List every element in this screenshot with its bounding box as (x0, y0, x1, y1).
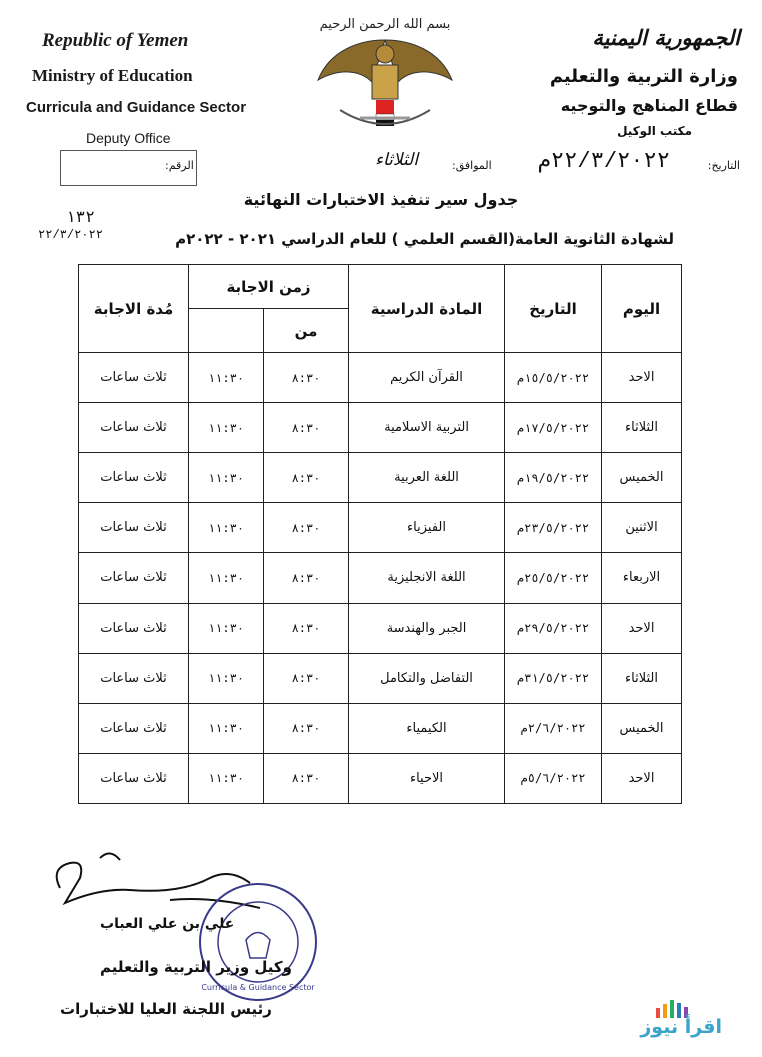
arabic-sector-name: قطاع المناهج والتوجيه (560, 96, 738, 115)
cell-day: الاثنين (602, 503, 682, 553)
cell-day: الاربعاء (602, 553, 682, 603)
arabic-office-name: مكتب الوكيل (617, 124, 692, 138)
yemen-emblem-icon (300, 10, 470, 146)
cell-duration: ثلاث ساعات (79, 703, 189, 753)
cell-subject: اللغة العربية (349, 453, 505, 503)
corresponding-label: الموافق: (452, 159, 492, 172)
cell-to: ١١:٣٠ (189, 553, 264, 603)
cell-day: الاحد (602, 753, 682, 803)
cell-from: ٨:٣٠ (264, 653, 349, 703)
cell-date: ٢٣/٥/٢٠٢٢م (505, 503, 602, 553)
table-row (79, 453, 682, 503)
cell-duration: ثلاث ساعات (79, 653, 189, 703)
cell-day: الثلاثاء (602, 403, 682, 453)
cell-subject: الجبر والهندسة (349, 603, 505, 653)
arabic-country-name: الجمهورية اليمنية (592, 26, 740, 50)
cell-duration: ثلاث ساعات (79, 503, 189, 553)
reference-date: ٢٢/٣/٢٠٢٢ (38, 228, 103, 242)
cell-to: ١١:٣٠ (189, 403, 264, 453)
cell-date: ٥/٦/٢٠٢٢م (505, 753, 602, 803)
cell-from: ٨:٣٠ (264, 603, 349, 653)
english-country-name: Republic of Yemen (42, 30, 189, 51)
emblem-basmala: بسم الله الرحمن الرحيم (319, 17, 451, 32)
date-value: ٢٢/٣/٢٠٢٢م (537, 149, 670, 174)
cell-subject: القرآن الكريم (349, 353, 505, 403)
schedule-rows (79, 353, 682, 804)
cell-to: ١١:٣٠ (189, 703, 264, 753)
cell-from: ٨:٣٠ (264, 453, 349, 503)
cell-day: الاحد (602, 353, 682, 403)
header-duration: مُدة الاجابة (79, 265, 189, 353)
cell-date: ٢٥/٥/٢٠٢٢م (505, 553, 602, 603)
official-stamp-icon (196, 880, 321, 1005)
cell-from: ٨:٣٠ (264, 703, 349, 753)
reference-number: ١٣٢ (66, 209, 95, 227)
cell-day: الخميس (602, 703, 682, 753)
table-row (79, 653, 682, 703)
english-office-name: Deputy Office (86, 130, 171, 146)
header-date: التاريخ (505, 265, 602, 353)
table-row (79, 553, 682, 603)
cell-day: الاحد (602, 603, 682, 653)
header-day: اليوم (602, 265, 682, 353)
document-title: جدول سير تنفيذ الاختبارات النهائية (243, 190, 519, 209)
cell-subject: الكيمياء (349, 703, 505, 753)
cell-date: ٢٩/٥/٢٠٢٢م (505, 603, 602, 653)
cell-duration: ثلاث ساعات (79, 353, 189, 403)
cell-from: ٨:٣٠ (264, 553, 349, 603)
cell-date: ١٩/٥/٢٠٢٢م (505, 453, 602, 503)
english-ministry-name: Ministry of Education (32, 66, 193, 85)
cell-subject: الاحياء (349, 753, 505, 803)
table-row (79, 503, 682, 553)
cell-duration: ثلاث ساعات (79, 553, 189, 603)
date-label: التاريخ: (707, 159, 740, 172)
cell-subject: الفيزياء (349, 503, 505, 553)
signatory-title: وكيل وزير التربية والتعليم (100, 958, 292, 976)
watermark-text: اقرأ نيوز (640, 1016, 722, 1038)
cell-subject: التفاضل والتكامل (349, 653, 505, 703)
cell-duration: ثلاث ساعات (79, 453, 189, 503)
reference-label: الرقم: (165, 159, 194, 172)
cell-date: ١٧/٥/٢٠٢٢م (505, 403, 602, 453)
reference-stamp-box (60, 150, 197, 186)
cell-subject: التربية الاسلامية (349, 403, 505, 453)
stamp-text: Curricula & Guidance Sector (201, 983, 315, 992)
signatory-role: رئيس اللجنة العليا للاختبارات (60, 1000, 272, 1018)
cell-to: ١١:٣٠ (189, 603, 264, 653)
table-row (79, 703, 682, 753)
cell-date: ٢/٦/٢٠٢٢م (505, 703, 602, 753)
header-answer-time: زمن الاجابة (189, 265, 349, 309)
table-row (79, 753, 682, 803)
cell-from: ٨:٣٠ (264, 403, 349, 453)
arabic-ministry-name: وزارة التربية والتعليم (549, 66, 738, 87)
table-row (79, 603, 682, 653)
cell-to: ١١:٣٠ (189, 453, 264, 503)
header-to (189, 309, 264, 353)
cell-duration: ثلاث ساعات (79, 403, 189, 453)
corresponding-value: الثلاثاء (375, 150, 419, 170)
signatory-name: علي بن علي العباب (100, 916, 235, 932)
header-subject: المادة الدراسية (349, 265, 505, 353)
header-from: من (264, 309, 349, 353)
cell-duration: ثلاث ساعات (79, 603, 189, 653)
cell-to: ١١:٣٠ (189, 653, 264, 703)
cell-duration: ثلاث ساعات (79, 753, 189, 803)
cell-day: الثلاثاء (602, 653, 682, 703)
cell-to: ١١:٣٠ (189, 503, 264, 553)
watermark-logo-icon (654, 998, 696, 1018)
cell-day: الخميس (602, 453, 682, 503)
table-row (79, 353, 682, 403)
english-sector-name: Curricula and Guidance Sector (26, 99, 247, 116)
cell-to: ١١:٣٠ (189, 753, 264, 803)
cell-from: ٨:٣٠ (264, 353, 349, 403)
cell-from: ٨:٣٠ (264, 753, 349, 803)
document-subtitle: لشهادة الثانوية العامة(القسم العلمي ) للعام الدراسي ٢٠٢١ - ٢٠٢٢م (175, 230, 674, 248)
cell-date: ٣١/٥/٢٠٢٢م (505, 653, 602, 703)
cell-subject: اللغة الانجليزية (349, 553, 505, 603)
cell-from: ٨:٣٠ (264, 503, 349, 553)
exam-schedule-table (78, 264, 682, 804)
cell-date: ١٥/٥/٢٠٢٢م (505, 353, 602, 403)
cell-to: ١١:٣٠ (189, 353, 264, 403)
table-row (79, 403, 682, 453)
